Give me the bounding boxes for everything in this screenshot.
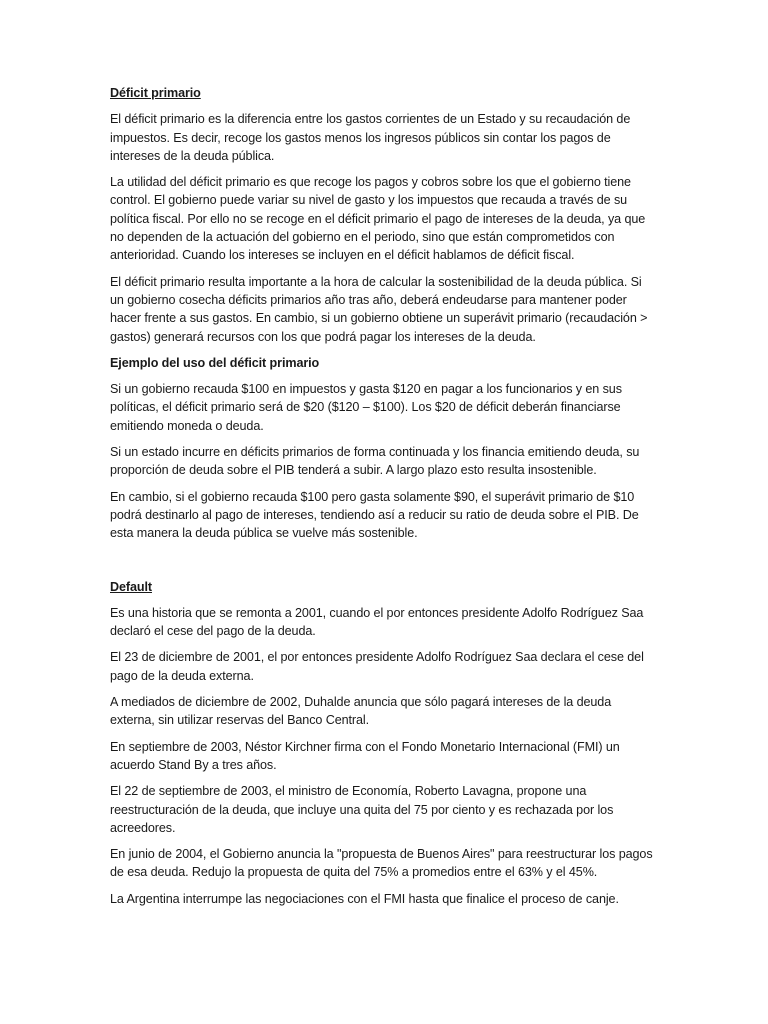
paragraph: La utilidad del déficit primario es que recoge los pagos y cobros sobre los que el gobierno tiene control. El gobierno puede variar su nivel de gasto y los impuestos que recauda a través de su política fiscal. Por ello no se recoge en el déficit primario el pago de intereses de la deuda, ya que no dependen de la actuación del gobierno en el periodo, sino que están comprometidos con anterioridad. Cuando los intereses se incluyen en el déficit hablamos de déficit fiscal.: [110, 175, 646, 263]
section-title-default: Default: [110, 579, 152, 594]
paragraph: A mediados de diciembre de 2002, Duhalde anuncia que sólo pagará intereses de la deuda externa, sin utilizar reservas del Banco Central.: [110, 695, 612, 728]
paragraph: El déficit primario resulta importante a la hora de calcular la sostenibilidad de la deuda pública. Si un gobierno cosecha déficits primarios año tras año, deberá endeudarse para mantener poder hacer frente a sus gastos. En cambio, si un gobierno obtiene un superávit primario (recaudación > gastos) generará recursos con los que podrá pagar los intereses de la deuda.: [110, 274, 648, 344]
paragraph: La Argentina interrumpe las negociaciones con el FMI hasta que finalice el proceso de canje.: [110, 891, 619, 906]
paragraph: En septiembre de 2003, Néstor Kirchner firma con el Fondo Monetario Internacional (FMI) un acuerdo Stand By a tres años.: [110, 739, 620, 772]
example-subtitle: Ejemplo del uso del déficit primario: [110, 355, 320, 370]
paragraph: El déficit primario es la diferencia entre los gastos corrientes de un Estado y su recaudación de impuestos. Es decir, recoge los gastos menos los ingresos públicos sin contar los pagos de intereses de la deuda pública.: [110, 112, 631, 163]
paragraph: En junio de 2004, el Gobierno anuncia la "propuesta de Buenos Aires" para reestructurar los pagos de esa deuda. Redujo la propuesta de quita del 75% a promedios entre el 63% y el 45%.: [110, 847, 653, 880]
paragraph: El 22 de septiembre de 2003, el ministro de Economía, Roberto Lavagna, propone una reestructuración de la deuda, que incluye una quita del 75 por ciento y es rechazada por los acreedores.: [110, 784, 614, 835]
paragraph: El 23 de diciembre de 2001, el por entonces presidente Adolfo Rodríguez Saa declara el cese del pago de la deuda externa.: [110, 650, 644, 683]
document-page: [110, 84, 658, 916]
paragraph: Si un gobierno recauda $100 en impuestos y gasta $120 en pagar a los funcionarios y en sus políticas, el déficit primario será de $20 ($120 – $100). Los $20 de déficit deberán financiarse emitiendo moneda o deuda.: [110, 382, 622, 433]
section-title-deficit-primario: Déficit primario: [110, 86, 201, 100]
paragraph: En cambio, si el gobierno recauda $100 pero gasta solamente $90, el superávit primario de $10 podrá destinarlo al pago de intereses, tendiendo así a reducir su ratio de deuda sobre el PIB. De esta manera la deuda pública se vuelve más sostenible.: [110, 489, 639, 541]
section-spacer: [110, 551, 658, 578]
paragraph: Es una historia que se remonta a 2001, cuando el por entonces presidente Adolfo Rodríguez Saa declaró el cese del pago de la deuda.: [110, 605, 644, 639]
paragraph: Si un estado incurre en déficits primarios de forma continuada y los financia emitiendo deuda, su proporción de deuda sobre el PIB tenderá a subir. A largo plazo esto resulta insostenible.: [110, 445, 640, 478]
